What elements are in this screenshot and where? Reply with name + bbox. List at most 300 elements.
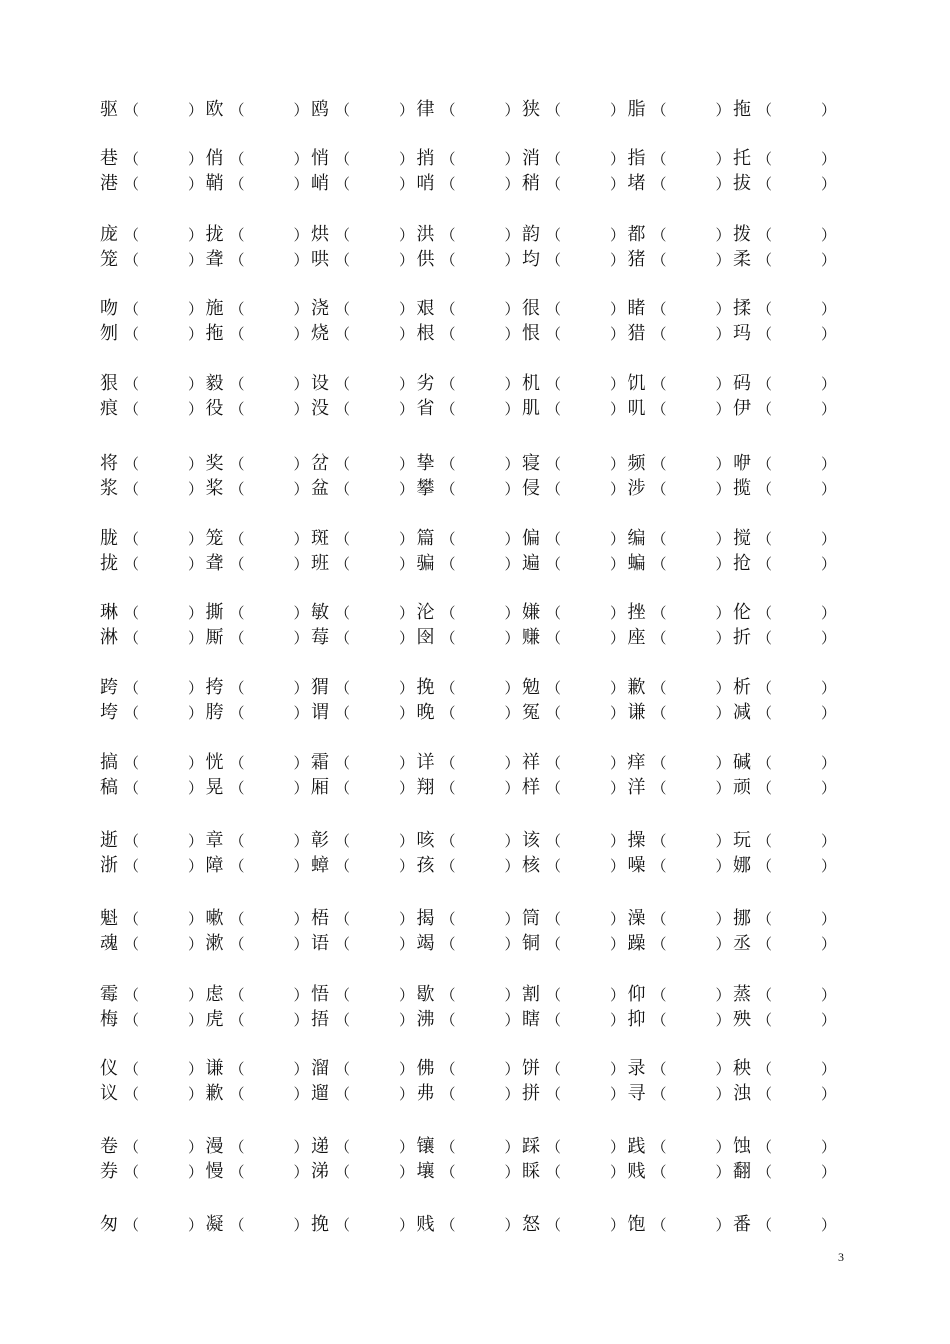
- open-paren: （: [757, 1138, 773, 1156]
- character: 溜: [311, 1058, 329, 1079]
- close-paren: ）: [399, 480, 415, 498]
- close-paren: ）: [188, 629, 204, 647]
- open-paren: （: [440, 375, 456, 393]
- open-paren: （: [335, 1163, 351, 1181]
- close-paren: ）: [715, 1060, 731, 1078]
- close-paren: ）: [293, 555, 309, 573]
- open-paren: （: [546, 1060, 562, 1078]
- open-paren: （: [651, 1216, 667, 1234]
- open-paren: （: [124, 325, 140, 343]
- close-paren: ）: [399, 150, 415, 168]
- open-paren: （: [229, 555, 245, 573]
- open-paren: （: [651, 604, 667, 622]
- character: 番: [733, 1214, 751, 1235]
- character: 岔: [311, 453, 329, 474]
- open-paren: （: [546, 480, 562, 498]
- open-paren: （: [124, 400, 140, 418]
- close-paren: ）: [821, 226, 837, 244]
- character: 柔: [733, 249, 751, 270]
- character: 霜: [311, 752, 329, 773]
- open-paren: （: [651, 480, 667, 498]
- open-paren: （: [124, 1216, 140, 1234]
- open-paren: （: [546, 455, 562, 473]
- close-paren: ）: [821, 629, 837, 647]
- character-row: [100, 1008, 840, 1032]
- close-paren: ）: [504, 251, 520, 269]
- close-paren: ）: [821, 779, 837, 797]
- close-paren: ）: [715, 530, 731, 548]
- character: 咳: [416, 830, 435, 851]
- open-paren: （: [335, 455, 351, 473]
- open-paren: （: [651, 150, 667, 168]
- character: 割: [522, 984, 540, 1005]
- character: 匆: [100, 1214, 118, 1235]
- character: 烧: [311, 323, 329, 344]
- close-paren: ）: [188, 779, 204, 797]
- character: 贱: [627, 1161, 646, 1182]
- open-paren: （: [440, 400, 456, 418]
- character: 痕: [100, 398, 118, 419]
- character: 赚: [522, 627, 540, 648]
- open-paren: （: [124, 935, 140, 953]
- open-paren: （: [440, 325, 456, 343]
- character: 议: [100, 1083, 118, 1104]
- close-paren: ）: [821, 400, 837, 418]
- close-paren: ）: [821, 300, 837, 318]
- character: 竭: [416, 933, 435, 954]
- close-paren: ）: [715, 300, 731, 318]
- open-paren: （: [757, 910, 773, 928]
- character: 侵: [522, 478, 540, 499]
- open-paren: （: [229, 175, 245, 193]
- close-paren: ）: [504, 1060, 520, 1078]
- open-paren: （: [757, 629, 773, 647]
- close-paren: ）: [821, 325, 837, 343]
- close-paren: ）: [821, 1011, 837, 1029]
- open-paren: （: [651, 629, 667, 647]
- open-paren: （: [229, 604, 245, 622]
- close-paren: ）: [188, 754, 204, 772]
- close-paren: ）: [504, 226, 520, 244]
- open-paren: （: [124, 910, 140, 928]
- character: 递: [311, 1136, 329, 1157]
- close-paren: ）: [504, 1163, 520, 1181]
- character: 寻: [627, 1083, 646, 1104]
- open-paren: （: [757, 832, 773, 850]
- character-row: [100, 477, 840, 501]
- open-paren: （: [335, 226, 351, 244]
- close-paren: ）: [399, 604, 415, 622]
- close-paren: ）: [821, 455, 837, 473]
- character: 躁: [627, 933, 646, 954]
- character: 笼: [205, 528, 224, 549]
- open-paren: （: [757, 986, 773, 1004]
- character: 揉: [733, 298, 751, 319]
- character: 痒: [627, 752, 646, 773]
- close-paren: ）: [715, 251, 731, 269]
- character: 蚀: [733, 1136, 751, 1157]
- character: 篇: [416, 528, 435, 549]
- open-paren: （: [757, 779, 773, 797]
- character-row: [100, 1160, 840, 1184]
- character-row: [100, 1135, 840, 1159]
- open-paren: （: [651, 935, 667, 953]
- open-paren: （: [757, 935, 773, 953]
- open-paren: （: [229, 857, 245, 875]
- character: 座: [627, 627, 646, 648]
- close-paren: ）: [610, 555, 626, 573]
- character: 撕: [205, 602, 224, 623]
- open-paren: （: [546, 604, 562, 622]
- character: 频: [627, 453, 646, 474]
- character: 折: [733, 627, 751, 648]
- open-paren: （: [757, 679, 773, 697]
- open-paren: （: [757, 555, 773, 573]
- open-paren: （: [229, 935, 245, 953]
- character: 涕: [311, 1161, 329, 1182]
- open-paren: （: [440, 779, 456, 797]
- character: 哄: [311, 249, 329, 270]
- character: 顽: [733, 777, 751, 798]
- open-paren: （: [124, 986, 140, 1004]
- character: 施: [205, 298, 224, 319]
- character: 庞: [100, 224, 118, 245]
- character: 跨: [100, 677, 118, 698]
- close-paren: ）: [610, 1011, 626, 1029]
- open-paren: （: [757, 1060, 773, 1078]
- open-paren: （: [546, 325, 562, 343]
- close-paren: ）: [293, 101, 309, 119]
- character: 峭: [311, 173, 329, 194]
- character: 谓: [311, 702, 329, 723]
- open-paren: （: [229, 629, 245, 647]
- close-paren: ）: [293, 400, 309, 418]
- open-paren: （: [757, 1163, 773, 1181]
- close-paren: ）: [399, 251, 415, 269]
- open-paren: （: [546, 754, 562, 772]
- character: 梧: [311, 908, 329, 929]
- open-paren: （: [335, 779, 351, 797]
- close-paren: ）: [504, 150, 520, 168]
- character-row: [100, 776, 840, 800]
- character: 劣: [416, 373, 435, 394]
- close-paren: ）: [821, 101, 837, 119]
- character: 胧: [100, 528, 118, 549]
- character: 操: [627, 830, 646, 851]
- close-paren: ）: [293, 1085, 309, 1103]
- character: 霉: [100, 984, 118, 1005]
- close-paren: ）: [504, 101, 520, 119]
- close-paren: ）: [293, 1138, 309, 1156]
- close-paren: ）: [610, 101, 626, 119]
- close-paren: ）: [715, 150, 731, 168]
- close-paren: ）: [188, 455, 204, 473]
- character-row: [100, 248, 840, 272]
- character-row: [100, 1057, 840, 1081]
- open-paren: （: [651, 1011, 667, 1029]
- character: 碱: [733, 752, 751, 773]
- character-row: [100, 527, 840, 551]
- character: 贱: [416, 1214, 435, 1235]
- close-paren: ）: [399, 375, 415, 393]
- character-row: [100, 829, 840, 853]
- close-paren: ）: [610, 629, 626, 647]
- open-paren: （: [440, 175, 456, 193]
- character: 饥: [627, 373, 646, 394]
- character: 语: [311, 933, 329, 954]
- close-paren: ）: [504, 935, 520, 953]
- open-paren: （: [124, 704, 140, 722]
- character: 浊: [733, 1083, 751, 1104]
- character: 厢: [311, 777, 329, 798]
- close-paren: ）: [293, 986, 309, 1004]
- open-paren: （: [651, 1163, 667, 1181]
- close-paren: ）: [188, 400, 204, 418]
- close-paren: ）: [610, 1138, 626, 1156]
- open-paren: （: [440, 910, 456, 928]
- open-paren: （: [440, 251, 456, 269]
- close-paren: ）: [188, 1216, 204, 1234]
- open-paren: （: [546, 251, 562, 269]
- character: 饼: [522, 1058, 540, 1079]
- open-paren: （: [651, 1085, 667, 1103]
- open-paren: （: [124, 629, 140, 647]
- character: 殃: [733, 1009, 751, 1030]
- open-paren: （: [440, 704, 456, 722]
- page-number: 3: [838, 1250, 844, 1264]
- character: 彰: [311, 830, 329, 851]
- character: 浆: [100, 478, 118, 499]
- close-paren: ）: [715, 1085, 731, 1103]
- open-paren: （: [651, 251, 667, 269]
- character-row: [100, 98, 840, 122]
- character: 聋: [205, 553, 224, 574]
- open-paren: （: [124, 754, 140, 772]
- character: 猪: [627, 249, 646, 270]
- character: 淋: [100, 627, 118, 648]
- open-paren: （: [757, 375, 773, 393]
- close-paren: ）: [399, 1011, 415, 1029]
- open-paren: （: [651, 300, 667, 318]
- character: 狠: [100, 373, 118, 394]
- close-paren: ）: [293, 300, 309, 318]
- character: 挪: [733, 908, 751, 929]
- character: 镶: [416, 1136, 435, 1157]
- close-paren: ）: [399, 175, 415, 193]
- open-paren: （: [546, 986, 562, 1004]
- open-paren: （: [546, 832, 562, 850]
- open-paren: （: [335, 986, 351, 1004]
- character: 详: [416, 752, 435, 773]
- open-paren: （: [651, 1060, 667, 1078]
- close-paren: ）: [399, 300, 415, 318]
- open-paren: （: [229, 1163, 245, 1181]
- close-paren: ）: [821, 910, 837, 928]
- open-paren: （: [335, 400, 351, 418]
- close-paren: ）: [399, 400, 415, 418]
- character: 谦: [205, 1058, 224, 1079]
- open-paren: （: [651, 779, 667, 797]
- close-paren: ）: [610, 530, 626, 548]
- open-paren: （: [440, 629, 456, 647]
- close-paren: ）: [715, 629, 731, 647]
- character: 涉: [627, 478, 646, 499]
- character: 秧: [733, 1058, 751, 1079]
- close-paren: ）: [821, 150, 837, 168]
- close-paren: ）: [293, 150, 309, 168]
- open-paren: （: [229, 1060, 245, 1078]
- close-paren: ）: [399, 629, 415, 647]
- character: 伦: [733, 602, 751, 623]
- close-paren: ）: [610, 226, 626, 244]
- open-paren: （: [546, 779, 562, 797]
- open-paren: （: [757, 530, 773, 548]
- close-paren: ）: [293, 910, 309, 928]
- character: 设: [311, 373, 329, 394]
- character: 翔: [416, 777, 435, 798]
- close-paren: ）: [504, 555, 520, 573]
- open-paren: （: [440, 1085, 456, 1103]
- open-paren: （: [651, 704, 667, 722]
- character: 肌: [522, 398, 540, 419]
- close-paren: ）: [188, 857, 204, 875]
- open-paren: （: [546, 175, 562, 193]
- open-paren: （: [335, 1216, 351, 1234]
- character: 供: [416, 249, 435, 270]
- character: 役: [205, 398, 224, 419]
- character: 囹: [416, 627, 435, 648]
- close-paren: ）: [715, 779, 731, 797]
- open-paren: （: [757, 1216, 773, 1234]
- close-paren: ）: [715, 679, 731, 697]
- close-paren: ）: [293, 455, 309, 473]
- open-paren: （: [651, 101, 667, 119]
- character-row: [100, 601, 840, 625]
- open-paren: （: [229, 400, 245, 418]
- close-paren: ）: [399, 986, 415, 1004]
- character-row: [100, 626, 840, 650]
- open-paren: （: [335, 1011, 351, 1029]
- character: 拖: [205, 323, 224, 344]
- character: 挽: [416, 677, 435, 698]
- open-paren: （: [335, 175, 351, 193]
- open-paren: （: [546, 1085, 562, 1103]
- open-paren: （: [124, 101, 140, 119]
- close-paren: ）: [821, 480, 837, 498]
- character: 寝: [522, 453, 540, 474]
- character: 拖: [733, 99, 751, 120]
- open-paren: （: [229, 704, 245, 722]
- open-paren: （: [651, 226, 667, 244]
- close-paren: ）: [821, 704, 837, 722]
- character: 遍: [522, 553, 540, 574]
- close-paren: ）: [610, 455, 626, 473]
- close-paren: ）: [504, 986, 520, 1004]
- character-row: [100, 147, 840, 171]
- open-paren: （: [124, 1163, 140, 1181]
- character: 悄: [311, 148, 329, 169]
- character: 抑: [627, 1009, 646, 1030]
- close-paren: ）: [399, 779, 415, 797]
- character: 艰: [416, 298, 435, 319]
- close-paren: ）: [715, 226, 731, 244]
- open-paren: （: [546, 704, 562, 722]
- close-paren: ）: [504, 375, 520, 393]
- character: 梅: [100, 1009, 118, 1030]
- character-row: [100, 1082, 840, 1106]
- character: 猎: [627, 323, 646, 344]
- character-row: [100, 983, 840, 1007]
- open-paren: （: [546, 679, 562, 697]
- open-paren: （: [546, 226, 562, 244]
- character-row: [100, 701, 840, 725]
- open-paren: （: [651, 679, 667, 697]
- close-paren: ）: [188, 226, 204, 244]
- close-paren: ）: [610, 779, 626, 797]
- close-paren: ）: [610, 1216, 626, 1234]
- character: 胯: [205, 702, 224, 723]
- open-paren: （: [757, 455, 773, 473]
- close-paren: ）: [293, 530, 309, 548]
- close-paren: ）: [821, 1060, 837, 1078]
- character: 笼: [100, 249, 118, 270]
- open-paren: （: [757, 1011, 773, 1029]
- open-paren: （: [757, 175, 773, 193]
- open-paren: （: [335, 910, 351, 928]
- character: 恍: [205, 752, 224, 773]
- close-paren: ）: [399, 910, 415, 928]
- close-paren: ）: [399, 226, 415, 244]
- open-paren: （: [440, 530, 456, 548]
- open-paren: （: [335, 150, 351, 168]
- open-paren: （: [124, 150, 140, 168]
- close-paren: ）: [821, 832, 837, 850]
- close-paren: ）: [399, 555, 415, 573]
- character: 吻: [100, 298, 118, 319]
- close-paren: ）: [504, 480, 520, 498]
- open-paren: （: [229, 1138, 245, 1156]
- character: 洋: [627, 777, 646, 798]
- character: 蝙: [627, 553, 646, 574]
- close-paren: ）: [610, 375, 626, 393]
- character: 盆: [311, 478, 329, 499]
- open-paren: （: [757, 857, 773, 875]
- character: 嫌: [522, 602, 540, 623]
- character: 沸: [416, 1009, 435, 1030]
- close-paren: ）: [610, 910, 626, 928]
- open-paren: （: [124, 1060, 140, 1078]
- open-paren: （: [546, 101, 562, 119]
- character: 瞎: [522, 1009, 540, 1030]
- character: 拢: [205, 224, 224, 245]
- character: 样: [522, 777, 540, 798]
- character: 很: [522, 298, 540, 319]
- open-paren: （: [546, 150, 562, 168]
- open-paren: （: [546, 910, 562, 928]
- close-paren: ）: [188, 935, 204, 953]
- close-paren: ）: [188, 1011, 204, 1029]
- character-row: [100, 322, 840, 346]
- close-paren: ）: [399, 1163, 415, 1181]
- close-paren: ）: [399, 1138, 415, 1156]
- open-paren: （: [757, 300, 773, 318]
- open-paren: （: [651, 857, 667, 875]
- close-paren: ）: [504, 1085, 520, 1103]
- character: 该: [522, 830, 540, 851]
- open-paren: （: [546, 1011, 562, 1029]
- character: 佛: [416, 1058, 435, 1079]
- close-paren: ）: [821, 1163, 837, 1181]
